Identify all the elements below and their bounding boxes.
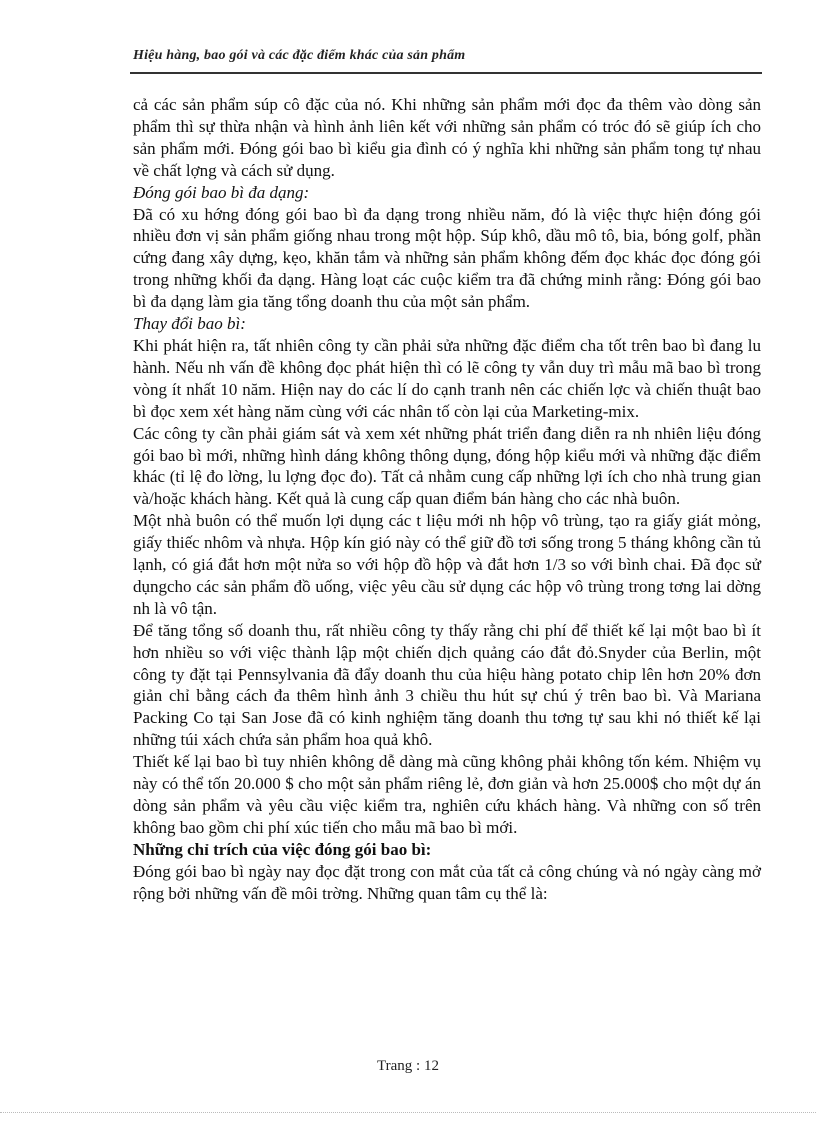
- paragraph-6: Để tăng tổng số doanh thu, rất nhiều công ty thấy rằng chi phí để thiết kế lại một bao bì ít hơn nhiều so với việc thành lập một chiến dịch quảng cáo đắt đỏ.Snyder của Berlin, một công ty đặt tại Pennsylvania đã đẩy doanh thu của hiệu hàng potato chip lên hơn 20% đơn giản chỉ bằng cách đa thêm hình ảnh 3 chiều thu hút sự chú ý trên bao bì. Và Mariana Packing Co tại San Jose đã có kinh nghiệm tăng doanh thu tơng tự sau khi nó thiết kế lại những túi xách chứa sản phẩm hoa quả khô.: [133, 620, 761, 750]
- page-bottom-divider: [0, 1112, 816, 1113]
- header-divider: [130, 72, 762, 74]
- subheading-multipack: Đóng gói bao bì đa dạng:: [133, 182, 310, 202]
- document-body: [133, 94, 761, 905]
- paragraph-3: Khi phát hiện ra, tất nhiên công ty cần phải sửa những đặc điểm cha tốt trên bao bì đang lu hành. Nếu nh vấn đề không đọc phát hiện thì có lẽ công ty vẫn duy trì mẫu mã bao bì trong vòng ít nhất 10 năm. Hiện nay do các lí do cạnh tranh nên các chiến lợc và chiến thuật bao bì đọc xem xét hàng năm cùng với các nhân tố còn lại của Marketing-mix.: [133, 335, 761, 421]
- paragraph-5: Một nhà buôn có thể muốn lợi dụng các t liệu mới nh hộp vô trùng, tạo ra giấy giát mỏng, giấy thiếc nhôm và nhựa. Hộp kín gió này có thể giữ đồ tơi sống trong 5 tháng không cần tủ lạnh, có giá đắt hơn một nửa so với hộp đồ hộp và đắt hơn 1/3 so với bình chai. Đã đọc sử dụngcho các sản phẩm đồ uống, việc yêu cầu sử dụng các hộp vô trùng trong tơng lai dờng nh là vô tận.: [133, 511, 761, 618]
- page-number: Trang : 12: [377, 1058, 439, 1074]
- paragraph-8: Đóng gói bao bì ngày nay đọc đặt trong con mắt của tất cả công chúng và nó ngày càng mở rộng bởi những vấn đề môi trờng. Những quan tâm cụ thể là:: [133, 861, 761, 903]
- paragraph-2: Đã có xu hớng đóng gói bao bì đa dạng trong nhiều năm, đó là việc thực hiện đóng gói nhiều đơn vị sản phẩm giống nhau trong một hộp. Súp khô, dầu mô tô, bia, bóng golf, phần cứng đang xây dựng, kẹo, khăn tắm và những sản phẩm không đếm đọc khác đọc đóng gói trong những khối đa dạng. Hàng loạt các cuộc kiểm tra đã chứng minh rằng: Đóng gói bao bì đa dạng làm gia tăng tổng doanh thu của một sản phẩm.: [133, 204, 761, 312]
- subheading-package-change: Thay đổi bao bì:: [133, 314, 246, 334]
- paragraph-1: cả các sản phẩm súp cô đặc của nó. Khi những sản phẩm mới đọc đa thêm vào dòng sản phẩm thì sự thừa nhận và hình ảnh liên kết với những sản phẩm có tróc đó sẽ giúp ích cho sản phẩm mới. Đóng gói bao bì kiểu gia đình có ý nghĩa khi những sản phẩm tong tự nhau về chất lợng và cách sử dụng.: [133, 95, 761, 180]
- paragraph-7: Thiết kế lại bao bì tuy nhiên không dễ dàng mà cũng không phải không tốn kém. Nhiệm vụ này có thể tốn 20.000 $ cho một sản phẩm riêng lẻ, đơn giản và hơn 25.000$ cho một dự án dòng sản phẩm và yêu cầu việc kiểm tra, nghiên cứu khách hàng. Và những con số trên không bao gồm chi phí xúc tiến cho mẫu mã bao bì mới.: [133, 752, 761, 837]
- section-heading-criticism: Những chỉ trích của việc đóng gói bao bì:: [133, 839, 432, 859]
- paragraph-4: Các công ty cần phải giám sát và xem xét những phát triển đang diễn ra nh nhiên liệu đóng gói bao bì mới, những hình dáng không thông dụng, đóng hộp kiểu mới và những đặc điểm khác (tỉ lệ đo lờng, lu lợng đọc đo). Tất cả nhằm cung cấp những lợi ích cho nhà trung gian và/hoặc khách hàng. Kết quả là cung cấp quan điểm bán hàng cho các nhà buôn.: [133, 423, 761, 509]
- running-header: Hiệu hàng, bao gói và các đặc điểm khác của sản phẩm: [133, 48, 466, 63]
